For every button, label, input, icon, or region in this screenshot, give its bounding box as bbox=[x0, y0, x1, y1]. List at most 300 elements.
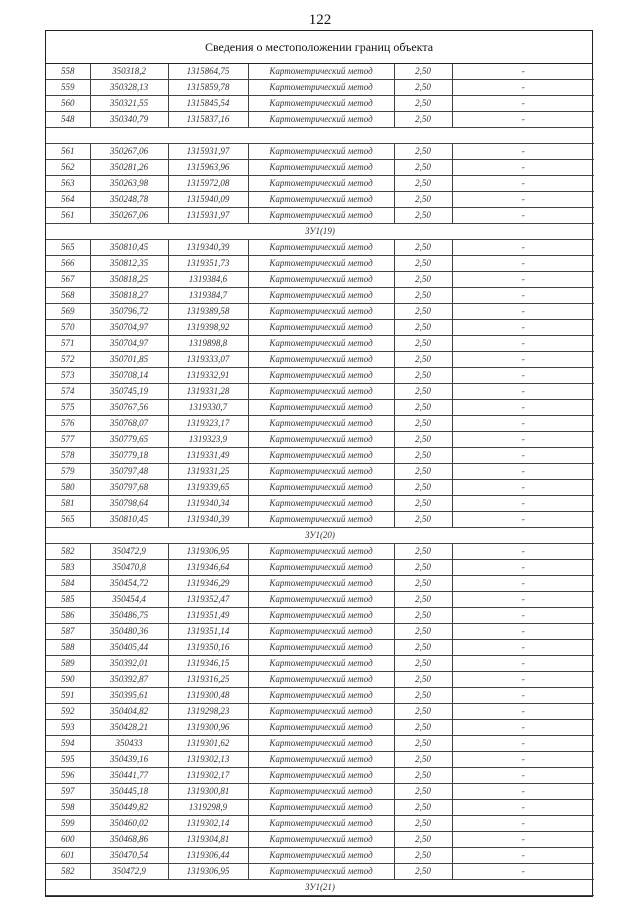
y-coordinate-cell: 1319330,7 bbox=[168, 400, 248, 416]
section-header-row bbox=[46, 880, 594, 896]
x-coordinate-cell: 350318,2 bbox=[90, 64, 168, 80]
y-coordinate-cell: 1319306,44 bbox=[168, 848, 248, 864]
point-number-cell: 601 bbox=[46, 848, 90, 864]
point-number-cell: 600 bbox=[46, 832, 90, 848]
method-cell: Картометрический метод bbox=[248, 368, 394, 384]
x-coordinate-cell: 350472,9 bbox=[90, 864, 168, 880]
method-cell: Картометрический метод bbox=[248, 320, 394, 336]
x-coordinate-cell: 350454,4 bbox=[90, 592, 168, 608]
accuracy-cell: 2,50 bbox=[394, 496, 452, 512]
accuracy-cell: 2,50 bbox=[394, 368, 452, 384]
point-number-cell: 567 bbox=[46, 272, 90, 288]
x-coordinate-cell: 350263,98 bbox=[90, 176, 168, 192]
accuracy-cell: 2,50 bbox=[394, 480, 452, 496]
point-number-cell: 562 bbox=[46, 160, 90, 176]
x-coordinate-cell: 350433 bbox=[90, 736, 168, 752]
y-coordinate-cell: 1315837,16 bbox=[168, 112, 248, 128]
accuracy-cell: 2,50 bbox=[394, 96, 452, 112]
x-coordinate-cell: 350704,97 bbox=[90, 320, 168, 336]
accuracy-cell: 2,50 bbox=[394, 656, 452, 672]
description-cell: - bbox=[452, 96, 594, 112]
table-row bbox=[46, 368, 594, 384]
accuracy-cell: 2,50 bbox=[394, 800, 452, 816]
section-label: ЗУ1(19) bbox=[46, 224, 594, 240]
description-cell: - bbox=[452, 848, 594, 864]
y-coordinate-cell: 1319332,91 bbox=[168, 368, 248, 384]
point-number-cell: 566 bbox=[46, 256, 90, 272]
y-coordinate-cell: 1319298,23 bbox=[168, 704, 248, 720]
point-number-cell: 565 bbox=[46, 512, 90, 528]
description-cell: - bbox=[452, 816, 594, 832]
x-coordinate-cell: 350454,72 bbox=[90, 576, 168, 592]
table-row bbox=[46, 720, 594, 736]
blank-cell bbox=[46, 128, 594, 144]
table-row bbox=[46, 560, 594, 576]
method-cell: Картометрический метод bbox=[248, 256, 394, 272]
description-cell: - bbox=[452, 64, 594, 80]
table-row bbox=[46, 464, 594, 480]
x-coordinate-cell: 350439,16 bbox=[90, 752, 168, 768]
y-coordinate-cell: 1319331,49 bbox=[168, 448, 248, 464]
y-coordinate-cell: 1319352,47 bbox=[168, 592, 248, 608]
method-cell: Картометрический метод bbox=[248, 96, 394, 112]
description-cell: - bbox=[452, 512, 594, 528]
section-header-row bbox=[46, 528, 594, 544]
section-label: ЗУ1(20) bbox=[46, 528, 594, 544]
point-number-cell: 565 bbox=[46, 240, 90, 256]
description-cell: - bbox=[452, 736, 594, 752]
y-coordinate-cell: 1319339,65 bbox=[168, 480, 248, 496]
description-cell: - bbox=[452, 160, 594, 176]
table-row bbox=[46, 736, 594, 752]
method-cell: Картометрический метод bbox=[248, 672, 394, 688]
y-coordinate-cell: 1315845,54 bbox=[168, 96, 248, 112]
description-cell: - bbox=[452, 544, 594, 560]
y-coordinate-cell: 1315940,09 bbox=[168, 192, 248, 208]
table-title: Сведения о местоположении границ объекта bbox=[46, 31, 592, 64]
x-coordinate-cell: 350472,9 bbox=[90, 544, 168, 560]
accuracy-cell: 2,50 bbox=[394, 640, 452, 656]
boundary-table-sheet bbox=[45, 30, 593, 897]
section-header-row bbox=[46, 224, 594, 240]
description-cell: - bbox=[452, 272, 594, 288]
y-coordinate-cell: 1319340,39 bbox=[168, 512, 248, 528]
x-coordinate-cell: 350768,07 bbox=[90, 416, 168, 432]
method-cell: Картометрический метод bbox=[248, 144, 394, 160]
x-coordinate-cell: 350449,82 bbox=[90, 800, 168, 816]
table-row bbox=[46, 240, 594, 256]
point-number-cell: 598 bbox=[46, 800, 90, 816]
accuracy-cell: 2,50 bbox=[394, 416, 452, 432]
description-cell: - bbox=[452, 432, 594, 448]
description-cell: - bbox=[452, 832, 594, 848]
x-coordinate-cell: 350267,06 bbox=[90, 144, 168, 160]
description-cell: - bbox=[452, 608, 594, 624]
accuracy-cell: 2,50 bbox=[394, 864, 452, 880]
accuracy-cell: 2,50 bbox=[394, 608, 452, 624]
accuracy-cell: 2,50 bbox=[394, 240, 452, 256]
x-coordinate-cell: 350470,54 bbox=[90, 848, 168, 864]
method-cell: Картометрический метод bbox=[248, 640, 394, 656]
table-row bbox=[46, 640, 594, 656]
accuracy-cell: 2,50 bbox=[394, 192, 452, 208]
section-label: ЗУ1(21) bbox=[46, 880, 594, 896]
table-row bbox=[46, 304, 594, 320]
accuracy-cell: 2,50 bbox=[394, 624, 452, 640]
point-number-cell: 571 bbox=[46, 336, 90, 352]
accuracy-cell: 2,50 bbox=[394, 64, 452, 80]
table-row bbox=[46, 848, 594, 864]
table-row bbox=[46, 704, 594, 720]
point-number-cell: 573 bbox=[46, 368, 90, 384]
y-coordinate-cell: 1319301,62 bbox=[168, 736, 248, 752]
point-number-cell: 561 bbox=[46, 144, 90, 160]
method-cell: Картометрический метод bbox=[248, 64, 394, 80]
method-cell: Картометрический метод bbox=[248, 112, 394, 128]
blank-row bbox=[46, 128, 594, 144]
y-coordinate-cell: 1319304,81 bbox=[168, 832, 248, 848]
accuracy-cell: 2,50 bbox=[394, 208, 452, 224]
x-coordinate-cell: 350486,75 bbox=[90, 608, 168, 624]
description-cell: - bbox=[452, 464, 594, 480]
y-coordinate-cell: 1319351,49 bbox=[168, 608, 248, 624]
x-coordinate-cell: 350404,82 bbox=[90, 704, 168, 720]
method-cell: Картометрический метод bbox=[248, 704, 394, 720]
point-number-cell: 593 bbox=[46, 720, 90, 736]
method-cell: Картометрический метод bbox=[248, 288, 394, 304]
x-coordinate-cell: 350798,64 bbox=[90, 496, 168, 512]
point-number-cell: 561 bbox=[46, 208, 90, 224]
table-row bbox=[46, 576, 594, 592]
accuracy-cell: 2,50 bbox=[394, 112, 452, 128]
table-row bbox=[46, 448, 594, 464]
accuracy-cell: 2,50 bbox=[394, 752, 452, 768]
method-cell: Картометрический метод bbox=[248, 736, 394, 752]
x-coordinate-cell: 350796,72 bbox=[90, 304, 168, 320]
table-row bbox=[46, 432, 594, 448]
point-number-cell: 588 bbox=[46, 640, 90, 656]
accuracy-cell: 2,50 bbox=[394, 832, 452, 848]
method-cell: Картометрический метод bbox=[248, 560, 394, 576]
point-number-cell: 564 bbox=[46, 192, 90, 208]
y-coordinate-cell: 1315864,75 bbox=[168, 64, 248, 80]
point-number-cell: 577 bbox=[46, 432, 90, 448]
accuracy-cell: 2,50 bbox=[394, 816, 452, 832]
table-row bbox=[46, 816, 594, 832]
description-cell: - bbox=[452, 688, 594, 704]
y-coordinate-cell: 1319346,29 bbox=[168, 576, 248, 592]
table-row bbox=[46, 96, 594, 112]
method-cell: Картометрический метод bbox=[248, 192, 394, 208]
y-coordinate-cell: 1319384,7 bbox=[168, 288, 248, 304]
description-cell: - bbox=[452, 768, 594, 784]
method-cell: Картометрический метод bbox=[248, 352, 394, 368]
x-coordinate-cell: 350779,65 bbox=[90, 432, 168, 448]
table-row bbox=[46, 672, 594, 688]
x-coordinate-cell: 350745,19 bbox=[90, 384, 168, 400]
x-coordinate-cell: 350797,68 bbox=[90, 480, 168, 496]
y-coordinate-cell: 1319316,25 bbox=[168, 672, 248, 688]
accuracy-cell: 2,50 bbox=[394, 144, 452, 160]
y-coordinate-cell: 1315931,97 bbox=[168, 208, 248, 224]
y-coordinate-cell: 1315972,08 bbox=[168, 176, 248, 192]
method-cell: Картометрический метод bbox=[248, 768, 394, 784]
table-row bbox=[46, 480, 594, 496]
accuracy-cell: 2,50 bbox=[394, 304, 452, 320]
x-coordinate-cell: 350405,44 bbox=[90, 640, 168, 656]
table-row bbox=[46, 144, 594, 160]
method-cell: Картометрический метод bbox=[248, 480, 394, 496]
point-number-cell: 591 bbox=[46, 688, 90, 704]
y-coordinate-cell: 1319302,17 bbox=[168, 768, 248, 784]
accuracy-cell: 2,50 bbox=[394, 704, 452, 720]
table-row bbox=[46, 208, 594, 224]
description-cell: - bbox=[452, 800, 594, 816]
y-coordinate-cell: 1319300,81 bbox=[168, 784, 248, 800]
y-coordinate-cell: 1319300,48 bbox=[168, 688, 248, 704]
y-coordinate-cell: 1319302,13 bbox=[168, 752, 248, 768]
accuracy-cell: 2,50 bbox=[394, 512, 452, 528]
table-row bbox=[46, 496, 594, 512]
point-number-cell: 581 bbox=[46, 496, 90, 512]
description-cell: - bbox=[452, 752, 594, 768]
method-cell: Картометрический метод bbox=[248, 464, 394, 480]
x-coordinate-cell: 350812,35 bbox=[90, 256, 168, 272]
description-cell: - bbox=[452, 784, 594, 800]
table-row bbox=[46, 688, 594, 704]
method-cell: Картометрический метод bbox=[248, 336, 394, 352]
description-cell: - bbox=[452, 496, 594, 512]
description-cell: - bbox=[452, 384, 594, 400]
accuracy-cell: 2,50 bbox=[394, 352, 452, 368]
x-coordinate-cell: 350441,77 bbox=[90, 768, 168, 784]
method-cell: Картометрический метод bbox=[248, 688, 394, 704]
accuracy-cell: 2,50 bbox=[394, 688, 452, 704]
description-cell: - bbox=[452, 480, 594, 496]
x-coordinate-cell: 350701,85 bbox=[90, 352, 168, 368]
point-number-cell: 568 bbox=[46, 288, 90, 304]
description-cell: - bbox=[452, 368, 594, 384]
point-number-cell: 569 bbox=[46, 304, 90, 320]
description-cell: - bbox=[452, 576, 594, 592]
point-number-cell: 570 bbox=[46, 320, 90, 336]
x-coordinate-cell: 350340,79 bbox=[90, 112, 168, 128]
description-cell: - bbox=[452, 80, 594, 96]
coordinates-table bbox=[46, 64, 594, 896]
y-coordinate-cell: 1315963,96 bbox=[168, 160, 248, 176]
method-cell: Картометрический метод bbox=[248, 608, 394, 624]
y-coordinate-cell: 1319306,95 bbox=[168, 544, 248, 560]
accuracy-cell: 2,50 bbox=[394, 80, 452, 96]
method-cell: Картометрический метод bbox=[248, 448, 394, 464]
point-number-cell: 596 bbox=[46, 768, 90, 784]
table-row bbox=[46, 768, 594, 784]
x-coordinate-cell: 350468,86 bbox=[90, 832, 168, 848]
y-coordinate-cell: 1315859,78 bbox=[168, 80, 248, 96]
x-coordinate-cell: 350810,45 bbox=[90, 512, 168, 528]
method-cell: Картометрический метод bbox=[248, 544, 394, 560]
method-cell: Картометрический метод bbox=[248, 624, 394, 640]
x-coordinate-cell: 350704,97 bbox=[90, 336, 168, 352]
coordinates-table-body bbox=[46, 64, 594, 896]
y-coordinate-cell: 1319398,92 bbox=[168, 320, 248, 336]
y-coordinate-cell: 1319323,17 bbox=[168, 416, 248, 432]
x-coordinate-cell: 350779,18 bbox=[90, 448, 168, 464]
table-row bbox=[46, 288, 594, 304]
point-number-cell: 590 bbox=[46, 672, 90, 688]
table-row bbox=[46, 80, 594, 96]
y-coordinate-cell: 1319333,07 bbox=[168, 352, 248, 368]
table-row bbox=[46, 656, 594, 672]
y-coordinate-cell: 1319384,6 bbox=[168, 272, 248, 288]
method-cell: Картометрический метод bbox=[248, 832, 394, 848]
x-coordinate-cell: 350470,8 bbox=[90, 560, 168, 576]
point-number-cell: 589 bbox=[46, 656, 90, 672]
description-cell: - bbox=[452, 352, 594, 368]
y-coordinate-cell: 1319898,8 bbox=[168, 336, 248, 352]
point-number-cell: 574 bbox=[46, 384, 90, 400]
method-cell: Картометрический метод bbox=[248, 208, 394, 224]
method-cell: Картометрический метод bbox=[248, 592, 394, 608]
accuracy-cell: 2,50 bbox=[394, 736, 452, 752]
accuracy-cell: 2,50 bbox=[394, 336, 452, 352]
method-cell: Картометрический метод bbox=[248, 720, 394, 736]
method-cell: Картометрический метод bbox=[248, 400, 394, 416]
method-cell: Картометрический метод bbox=[248, 800, 394, 816]
method-cell: Картометрический метод bbox=[248, 848, 394, 864]
x-coordinate-cell: 350797,48 bbox=[90, 464, 168, 480]
x-coordinate-cell: 350321,55 bbox=[90, 96, 168, 112]
y-coordinate-cell: 1319340,34 bbox=[168, 496, 248, 512]
table-row bbox=[46, 592, 594, 608]
description-cell: - bbox=[452, 864, 594, 880]
x-coordinate-cell: 350392,87 bbox=[90, 672, 168, 688]
description-cell: - bbox=[452, 240, 594, 256]
accuracy-cell: 2,50 bbox=[394, 384, 452, 400]
accuracy-cell: 2,50 bbox=[394, 448, 452, 464]
x-coordinate-cell: 350428,21 bbox=[90, 720, 168, 736]
x-coordinate-cell: 350480,36 bbox=[90, 624, 168, 640]
table-row bbox=[46, 400, 594, 416]
method-cell: Картометрический метод bbox=[248, 864, 394, 880]
accuracy-cell: 2,50 bbox=[394, 560, 452, 576]
method-cell: Картометрический метод bbox=[248, 816, 394, 832]
accuracy-cell: 2,50 bbox=[394, 432, 452, 448]
accuracy-cell: 2,50 bbox=[394, 320, 452, 336]
x-coordinate-cell: 350392,01 bbox=[90, 656, 168, 672]
table-row bbox=[46, 544, 594, 560]
method-cell: Картометрический метод bbox=[248, 176, 394, 192]
y-coordinate-cell: 1319346,64 bbox=[168, 560, 248, 576]
accuracy-cell: 2,50 bbox=[394, 160, 452, 176]
description-cell: - bbox=[452, 624, 594, 640]
accuracy-cell: 2,50 bbox=[394, 272, 452, 288]
x-coordinate-cell: 350248,78 bbox=[90, 192, 168, 208]
y-coordinate-cell: 1319340,39 bbox=[168, 240, 248, 256]
accuracy-cell: 2,50 bbox=[394, 256, 452, 272]
x-coordinate-cell: 350328,13 bbox=[90, 80, 168, 96]
description-cell: - bbox=[452, 672, 594, 688]
table-row bbox=[46, 624, 594, 640]
x-coordinate-cell: 350810,45 bbox=[90, 240, 168, 256]
point-number-cell: 582 bbox=[46, 864, 90, 880]
method-cell: Картометрический метод bbox=[248, 416, 394, 432]
method-cell: Картометрический метод bbox=[248, 304, 394, 320]
method-cell: Картометрический метод bbox=[248, 160, 394, 176]
accuracy-cell: 2,50 bbox=[394, 544, 452, 560]
point-number-cell: 576 bbox=[46, 416, 90, 432]
table-row bbox=[46, 336, 594, 352]
page-number: 122 bbox=[308, 12, 332, 28]
description-cell: - bbox=[452, 208, 594, 224]
method-cell: Картометрический метод bbox=[248, 512, 394, 528]
accuracy-cell: 2,50 bbox=[394, 672, 452, 688]
table-row bbox=[46, 800, 594, 816]
y-coordinate-cell: 1319331,25 bbox=[168, 464, 248, 480]
table-row bbox=[46, 512, 594, 528]
y-coordinate-cell: 1319346,15 bbox=[168, 656, 248, 672]
table-row bbox=[46, 160, 594, 176]
point-number-cell: 579 bbox=[46, 464, 90, 480]
description-cell: - bbox=[452, 304, 594, 320]
table-row bbox=[46, 352, 594, 368]
point-number-cell: 583 bbox=[46, 560, 90, 576]
point-number-cell: 572 bbox=[46, 352, 90, 368]
description-cell: - bbox=[452, 176, 594, 192]
table-row bbox=[46, 320, 594, 336]
y-coordinate-cell: 1319331,28 bbox=[168, 384, 248, 400]
point-number-cell: 587 bbox=[46, 624, 90, 640]
description-cell: - bbox=[452, 320, 594, 336]
accuracy-cell: 2,50 bbox=[394, 768, 452, 784]
y-coordinate-cell: 1315931,97 bbox=[168, 144, 248, 160]
point-number-cell: 558 bbox=[46, 64, 90, 80]
table-row bbox=[46, 608, 594, 624]
accuracy-cell: 2,50 bbox=[394, 288, 452, 304]
method-cell: Картометрический метод bbox=[248, 576, 394, 592]
point-number-cell: 575 bbox=[46, 400, 90, 416]
point-number-cell: 563 bbox=[46, 176, 90, 192]
x-coordinate-cell: 350818,27 bbox=[90, 288, 168, 304]
point-number-cell: 585 bbox=[46, 592, 90, 608]
x-coordinate-cell: 350395,61 bbox=[90, 688, 168, 704]
point-number-cell: 548 bbox=[46, 112, 90, 128]
accuracy-cell: 2,50 bbox=[394, 592, 452, 608]
accuracy-cell: 2,50 bbox=[394, 784, 452, 800]
description-cell: - bbox=[452, 720, 594, 736]
description-cell: - bbox=[452, 336, 594, 352]
description-cell: - bbox=[452, 704, 594, 720]
description-cell: - bbox=[452, 256, 594, 272]
description-cell: - bbox=[452, 400, 594, 416]
point-number-cell: 559 bbox=[46, 80, 90, 96]
description-cell: - bbox=[452, 416, 594, 432]
point-number-cell: 599 bbox=[46, 816, 90, 832]
y-coordinate-cell: 1319350,16 bbox=[168, 640, 248, 656]
y-coordinate-cell: 1319389,58 bbox=[168, 304, 248, 320]
y-coordinate-cell: 1319298,9 bbox=[168, 800, 248, 816]
x-coordinate-cell: 350767,56 bbox=[90, 400, 168, 416]
x-coordinate-cell: 350281,26 bbox=[90, 160, 168, 176]
method-cell: Картометрический метод bbox=[248, 432, 394, 448]
y-coordinate-cell: 1319306,95 bbox=[168, 864, 248, 880]
method-cell: Картометрический метод bbox=[248, 784, 394, 800]
x-coordinate-cell: 350708,14 bbox=[90, 368, 168, 384]
table-row bbox=[46, 784, 594, 800]
x-coordinate-cell: 350267,06 bbox=[90, 208, 168, 224]
table-row bbox=[46, 272, 594, 288]
table-row bbox=[46, 256, 594, 272]
